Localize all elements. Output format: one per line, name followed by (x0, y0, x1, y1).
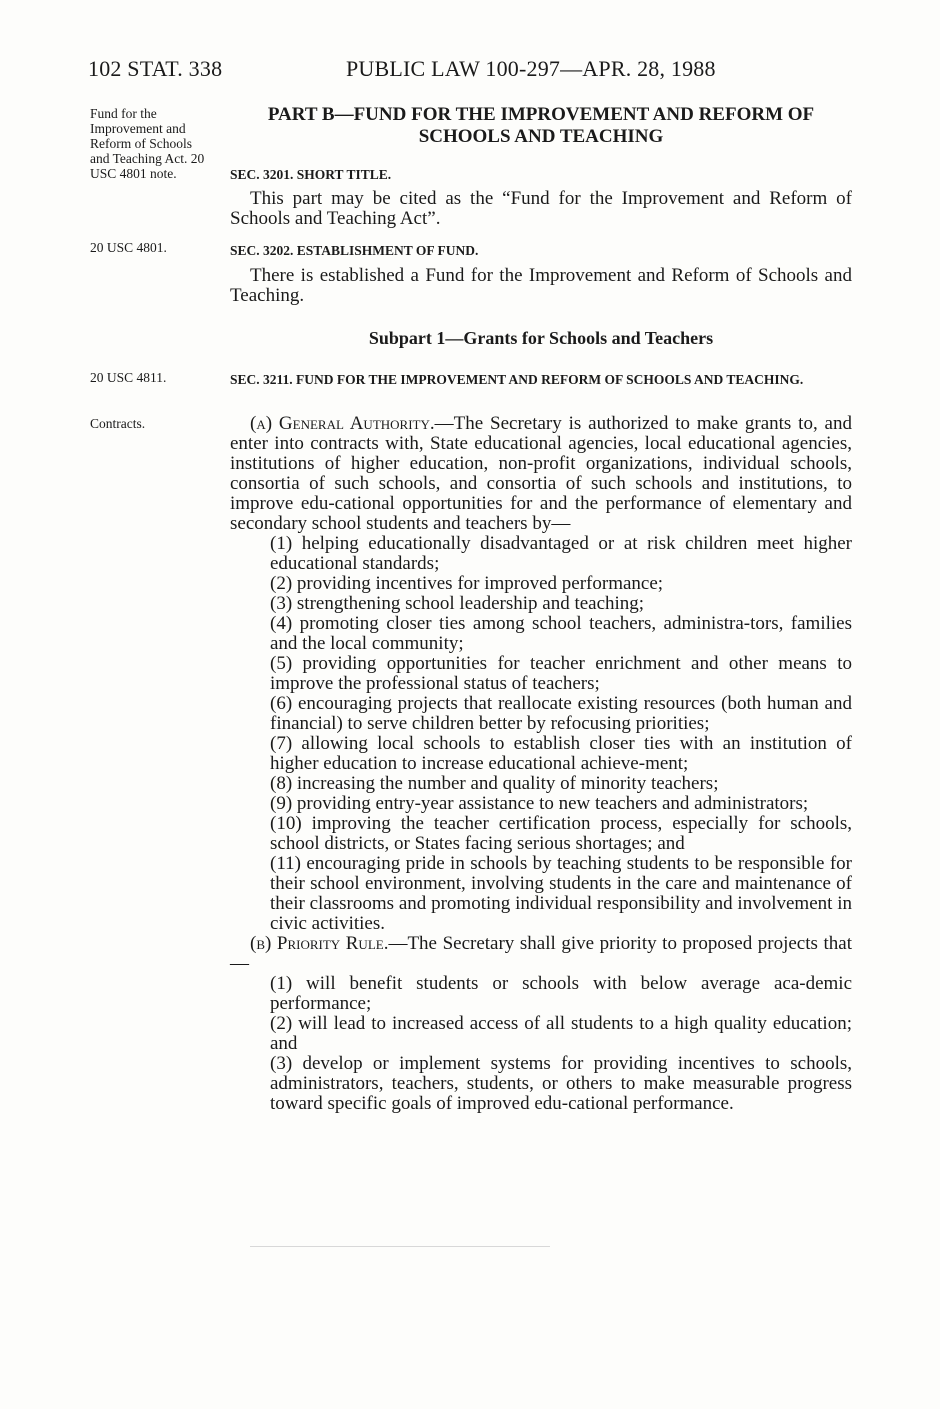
subsection-a-label: (a) General Authority. (250, 413, 435, 434)
footer-rule (250, 1246, 550, 1247)
section-text-3202: There is established a Fund for the Improvement and Reform of Schools and Teaching. (230, 265, 852, 306)
section-text-3201: This part may be cited as the “Fund for the Improvement and Reform of Schools and Teaching Act”. (230, 188, 852, 229)
subsection-b-label: (b) Priority Rule. (250, 933, 389, 954)
list-item: (7) allowing local schools to establish closer ties with an institution of higher education to increase educational achieve-ment; (270, 733, 852, 774)
list-item: (3) develop or implement systems for providing incentives to schools, administrators, teachers, students, or others to make measurable progress toward specific goals of improved edu-cational performance. (270, 1053, 852, 1114)
list-item: (1) will benefit students or schools with below average aca-demic performance; (270, 973, 852, 1014)
list-item: (1) helping educationally disadvantaged or at risk children meet higher educational standards; (270, 533, 852, 574)
subsection-a-text: —The Secretary is authorized to make grants to, and enter into contracts with, State educational agencies, local educational agencies, institutions of higher education, non-profit organizations, individual schools, consortia of such schools, and consortia of such schools and institutions, to improve edu-cational opportunities for and the performance of elementary and secondary school students and teachers by— (230, 413, 852, 534)
margin-note-usc-4811: 20 USC 4811. (90, 370, 167, 385)
list-item: (4) promoting closer ties among school teachers, administra-tors, families and the local community; (270, 613, 852, 654)
subsection-b (230, 934, 852, 974)
list-item: (2) providing incentives for improved performance; (270, 573, 664, 594)
public-law-citation: PUBLIC LAW 100-297—APR. 28, 1988 (346, 56, 716, 81)
margin-note-contracts: Contracts. (90, 416, 146, 431)
list-item: (8) increasing the number and quality of minority teachers; (270, 773, 719, 794)
page-header (88, 56, 868, 88)
section-heading-3201: SEC. 3201. SHORT TITLE. (230, 167, 392, 182)
section-heading-3202: SEC. 3202. ESTABLISHMENT OF FUND. (230, 243, 479, 258)
section-heading-3211: SEC. 3211. FUND FOR THE IMPROVEMENT AND REFORM OF SCHOOLS AND TEACHING. (230, 372, 804, 387)
list-item: (9) providing entry-year assistance to new teachers and administrators; (270, 793, 809, 814)
subsection-a (230, 414, 852, 534)
list-item: (10) improving the teacher certification process, especially for schools, school districts, or States facing serious shortages; and (270, 813, 852, 854)
list-item: (6) encouraging projects that reallocate existing resources (both human and financial) to serve children better by refocusing priorities; (270, 693, 852, 734)
stat-page-number: 102 STAT. 338 (88, 56, 223, 81)
subpart-title: Subpart 1—Grants for Schools and Teachers (368, 328, 714, 348)
list-item: (3) strengthening school leadership and teaching; (270, 593, 645, 614)
margin-note-usc-4801: 20 USC 4801. (90, 240, 167, 255)
part-title: PART B—FUND FOR THE IMPROVEMENT AND REFORM OF SCHOOLS AND TEACHING (267, 104, 815, 147)
list-item: (11) encouraging pride in schools by teaching students to be responsible for their school environment, involving students in the care and maintenance of their classrooms and promoting individual responsibility and involvement in civic activities. (270, 853, 852, 934)
list-item: (2) will lead to increased access of all students to a high quality education; and (270, 1013, 852, 1054)
section-body-3211 (230, 414, 852, 1114)
subsection-b-text: —The Secretary shall give priority to proposed projects that— (230, 933, 852, 974)
margin-note-act-name: Fund for the Improvement and Reform of Schools and Teaching Act. 20 USC 4801 note. (90, 106, 205, 181)
list-item: (5) providing opportunities for teacher enrichment and other means to improve the professional status of teachers; (270, 653, 852, 694)
